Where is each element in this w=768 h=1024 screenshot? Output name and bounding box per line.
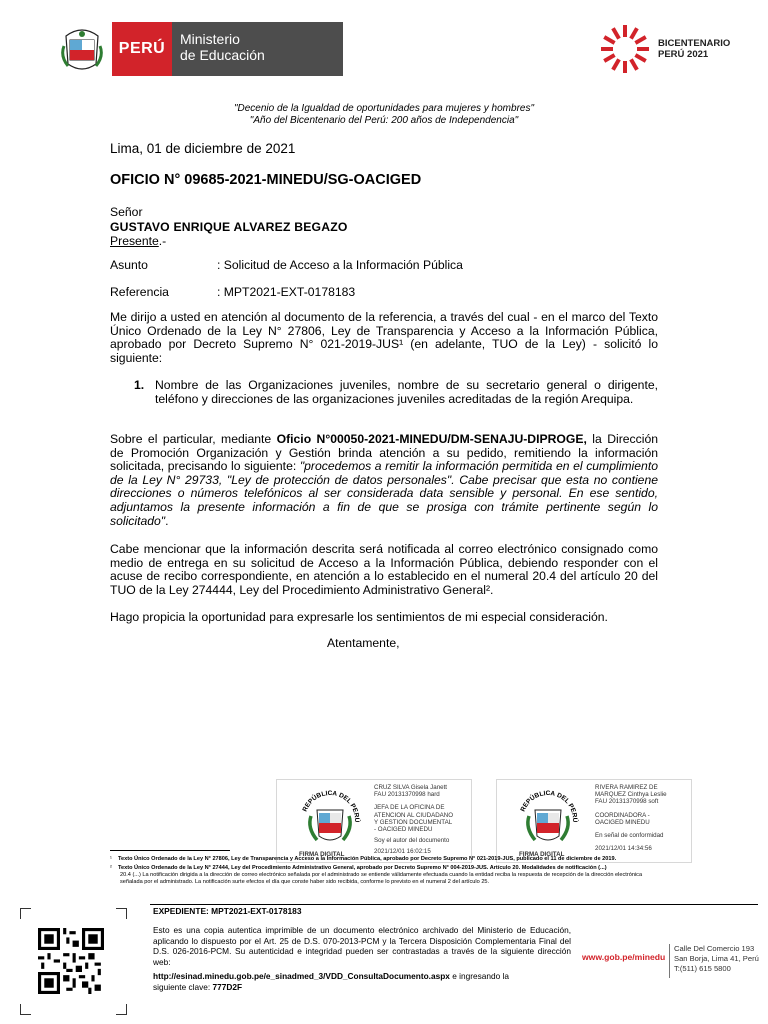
signature-2-caption: FIRMA DIGITAL xyxy=(519,851,565,858)
bicentenario-logo xyxy=(598,24,652,74)
recipient-block xyxy=(110,205,348,249)
bicentenario-line2: PERÚ 2021 xyxy=(658,49,709,60)
decenio-line2: "Año del Bicentenario del Perú: 200 años de Independencia" xyxy=(249,115,519,126)
signature-2-line5: OACIGED MINEDU xyxy=(595,818,650,826)
list-item-number: 1. xyxy=(134,378,145,392)
signature-1-line3: JEFA DE LA OFICINA DE xyxy=(374,804,445,812)
contact-address-line1: Calle Del Comercio 193 xyxy=(674,944,755,953)
signature-2-line4: COORDINADORA - xyxy=(595,811,650,819)
letter-date: Lima, 01 de diciembre de 2021 xyxy=(110,141,296,156)
signature-1-caption: FIRMA DIGITAL xyxy=(299,851,345,858)
paragraph-2-quote: "procedemos a remitir la información permitida en el cumplimiento de la Ley N° 29733, "Ley de protección de datos personales". Cabe precisar que esta no contiene direcciones o números telefónicos al ser considerada data sensible y personal. En ese sentido, adjuntamos la presente información a fin de que se prosiga con trámite pertinente según lo solicitado" xyxy=(110,459,658,528)
recipient-presente: Presente xyxy=(110,234,159,248)
contact-phone: T:(511) 615 5800 xyxy=(674,964,731,973)
expediente-text: Esto es una copia autentica imprimible de un documento electrónico archivado del Ministerio de Educación, aplicando lo dispuesto por el Art. 25 de D.S. 070-2013-PCM y la Tercera Disposición Complementaria Final del D.S. 026-2016-PCM. Su autenticidad e integridad pueden ser contrastadas a través de la siguiente dirección web: xyxy=(153,925,571,967)
signature-1-line7: Soy el autor del documento xyxy=(374,837,450,845)
footnote-2 xyxy=(110,865,658,872)
contact-divider xyxy=(669,944,670,978)
minedu-website-link[interactable]: www.gob.pe/minedu xyxy=(582,952,666,962)
signature-1-line4: ATENCION AL CIUDADANO xyxy=(374,811,454,819)
bicentenario-line1: BICENTENARIO xyxy=(658,38,731,49)
recipient-presente-suffix: .- xyxy=(158,234,167,248)
expediente-link-block xyxy=(153,971,593,992)
signature-2-crest-seal xyxy=(515,786,581,852)
paragraph-4: Hago propicia la oportunidad para expresarle los sentimientos de mi especial consideración. xyxy=(110,610,608,624)
referencia-label: Referencia xyxy=(110,285,169,299)
expediente-separator xyxy=(150,904,758,905)
signature-2-seal-text: REPÚBLICA DEL PERÚ xyxy=(519,789,579,823)
ministry-brand-block xyxy=(172,22,343,76)
signature-1-line1: CRUZ SILVA Gisela Janett xyxy=(374,784,448,791)
corner-mark-top-left xyxy=(20,908,31,919)
footnotes xyxy=(110,856,658,885)
asunto-label: Asunto xyxy=(110,258,148,272)
clave-value: 777D2F xyxy=(212,981,243,992)
footnote-2-text: Texto Único Ordenado de la Ley N° 27444, Ley del Procedimiento Administrativo General, aprobado por Decreto Supremo N° 004-2019-JUS. Artículo 20. Modalidades de notificación (...) xyxy=(118,864,607,871)
signature-1-seal-text: REPÚBLICA DEL PERÚ xyxy=(301,789,361,823)
footnote-1 xyxy=(110,856,658,863)
signature-2-line1: RIVERA RAMIREZ DE xyxy=(595,784,658,791)
bicentenario-text xyxy=(658,38,730,60)
corner-mark-bottom-right xyxy=(116,1004,127,1015)
verification-url-link[interactable]: http://esinad.minedu.gob.pe/e_sinadmed_3/VDD_ConsultaDocumento.aspx xyxy=(153,971,450,981)
peru-coat-of-arms-logo xyxy=(60,26,104,74)
peru-label: PERÚ xyxy=(118,40,166,57)
oficio-number: OFICIO N° 09685-2021-MINEDU/SG-OACIGED xyxy=(110,172,422,188)
corner-mark-top-right xyxy=(116,908,127,919)
digital-signature-1 xyxy=(276,779,472,863)
footnote-3-text: 20.4 (...) La notificación dirigida a la dirección de correo electrónico señalada por el administrado se entiende válidamente efectuada cuando la entidad reciba la respuesta de recepción de la dirección electrónica señalada por el administrado. La notificación surte efectos el día que conste haber sido recibida, conforme lo previsto en el numeral 2 del artículo 25. xyxy=(120,872,643,885)
ministry-line2: de Educación xyxy=(180,47,265,63)
recipient-name: GUSTAVO ENRIQUE ALVAREZ BEGAZO xyxy=(110,219,348,234)
signature-2-line6: En señal de conformidad xyxy=(595,832,664,840)
clave-label: siguiente clave: xyxy=(153,981,213,992)
signature-2-line7: 2021/12/01 14:34:56 xyxy=(595,845,652,853)
signature-2-line3: FAU 20131370998 soft xyxy=(595,798,659,806)
referencia-value: : MPT2021-EXT-0178183 xyxy=(217,285,356,299)
footnote-1-text: Texto Único Ordenado de la Ley N° 27806, Ley de Transparencia y Acceso a la Información Pública, aprobado por Decreto Supremo N° 021-2019-JUS, publicado el 11 de diciembre de 2019. xyxy=(118,856,617,862)
digital-signature-2 xyxy=(496,779,692,863)
asunto-value: : Solicitud de Acceso a la Información Pública xyxy=(217,258,463,272)
footnote-separator xyxy=(110,850,230,851)
closing-text: Atentamente, xyxy=(327,636,400,650)
paragraph-3: Cabe mencionar que la información descrita será notificada al correo electrónico consignado como medio de entrega en su solicitud de Acceso a la Información Pública, debiendo responder con el acuse de recibo correspondiente, en atención a lo establecido en el numeral 20.4 del artículo 20 del TUO de la Ley 274444, Ley del Procedimiento Administrativo General². xyxy=(110,542,658,597)
verification-url-suffix: e ingresando la xyxy=(449,971,509,981)
peru-brand-block xyxy=(112,22,172,76)
paragraph-2-part2: la Dirección de Promoción Organización y Gestión brinda atención a su pedido, remitiendo la información solicitada, precisando lo siguiente: xyxy=(110,432,658,474)
paragraph-1: Me dirijo a usted en atención al documento de la referencia, a través del cual - en el marco del Texto Único Ordenado de la Ley N° 27806, Ley de Transparencia y Acceso a la Información Pública, aprobado por Decreto Supremo N° 021-2019-JUS¹ (en adelante, TUO de la Ley) - solicitó lo siguiente: xyxy=(110,310,658,365)
contact-address-block xyxy=(674,944,759,974)
paragraph-2-oficio-ref: Oficio N°00050-2021-MINEDU/DM-SENAJU-DIPROGE, xyxy=(276,432,587,446)
footnote-2-number: ² xyxy=(110,864,112,871)
signature-1-crest-seal xyxy=(297,786,363,852)
footnote-1-number: ¹ xyxy=(110,856,112,862)
recipient-salutation: Señor xyxy=(110,205,143,219)
paragraph-2-end: . xyxy=(165,513,169,528)
signature-2-details xyxy=(595,784,667,852)
paragraph-2-part1: Sobre el particular, mediante xyxy=(110,432,277,446)
signature-2-line2: MARQUEZ Cinthya Leslie xyxy=(595,791,667,799)
contact-address-line2: San Borja, Lima 41, Perú xyxy=(674,954,759,963)
signature-1-line2: FAU 20131370998 hard xyxy=(374,791,440,799)
expediente-title: EXPEDIENTE: MPT2021-EXT-0178183 xyxy=(153,906,302,916)
qr-code-icon xyxy=(38,928,104,994)
signature-1-line5: Y GESTION DOCUMENTAL xyxy=(374,818,453,826)
paragraph-2 xyxy=(110,433,658,528)
recipient-presente-line xyxy=(110,234,348,249)
signature-1-details xyxy=(374,784,453,856)
signature-1-line6: - OACIGED MINEDU xyxy=(374,826,433,834)
decenio-line1: "Decenio de la Igualdad de oportunidades para mujeres y hombres" xyxy=(233,103,535,114)
signature-1-line8: 2021/12/01 16:02:15 xyxy=(374,848,431,856)
corner-mark-bottom-left xyxy=(20,1004,31,1015)
list-item-text: Nombre de las Organizaciones juveniles, nombre de su secretario general o dirigente, teléfono y direcciones de las organizaciones juveniles acreditadas de la región Arequipa. xyxy=(155,378,658,406)
ministry-line1: Ministerio xyxy=(180,31,240,47)
decenio-header xyxy=(0,103,768,127)
